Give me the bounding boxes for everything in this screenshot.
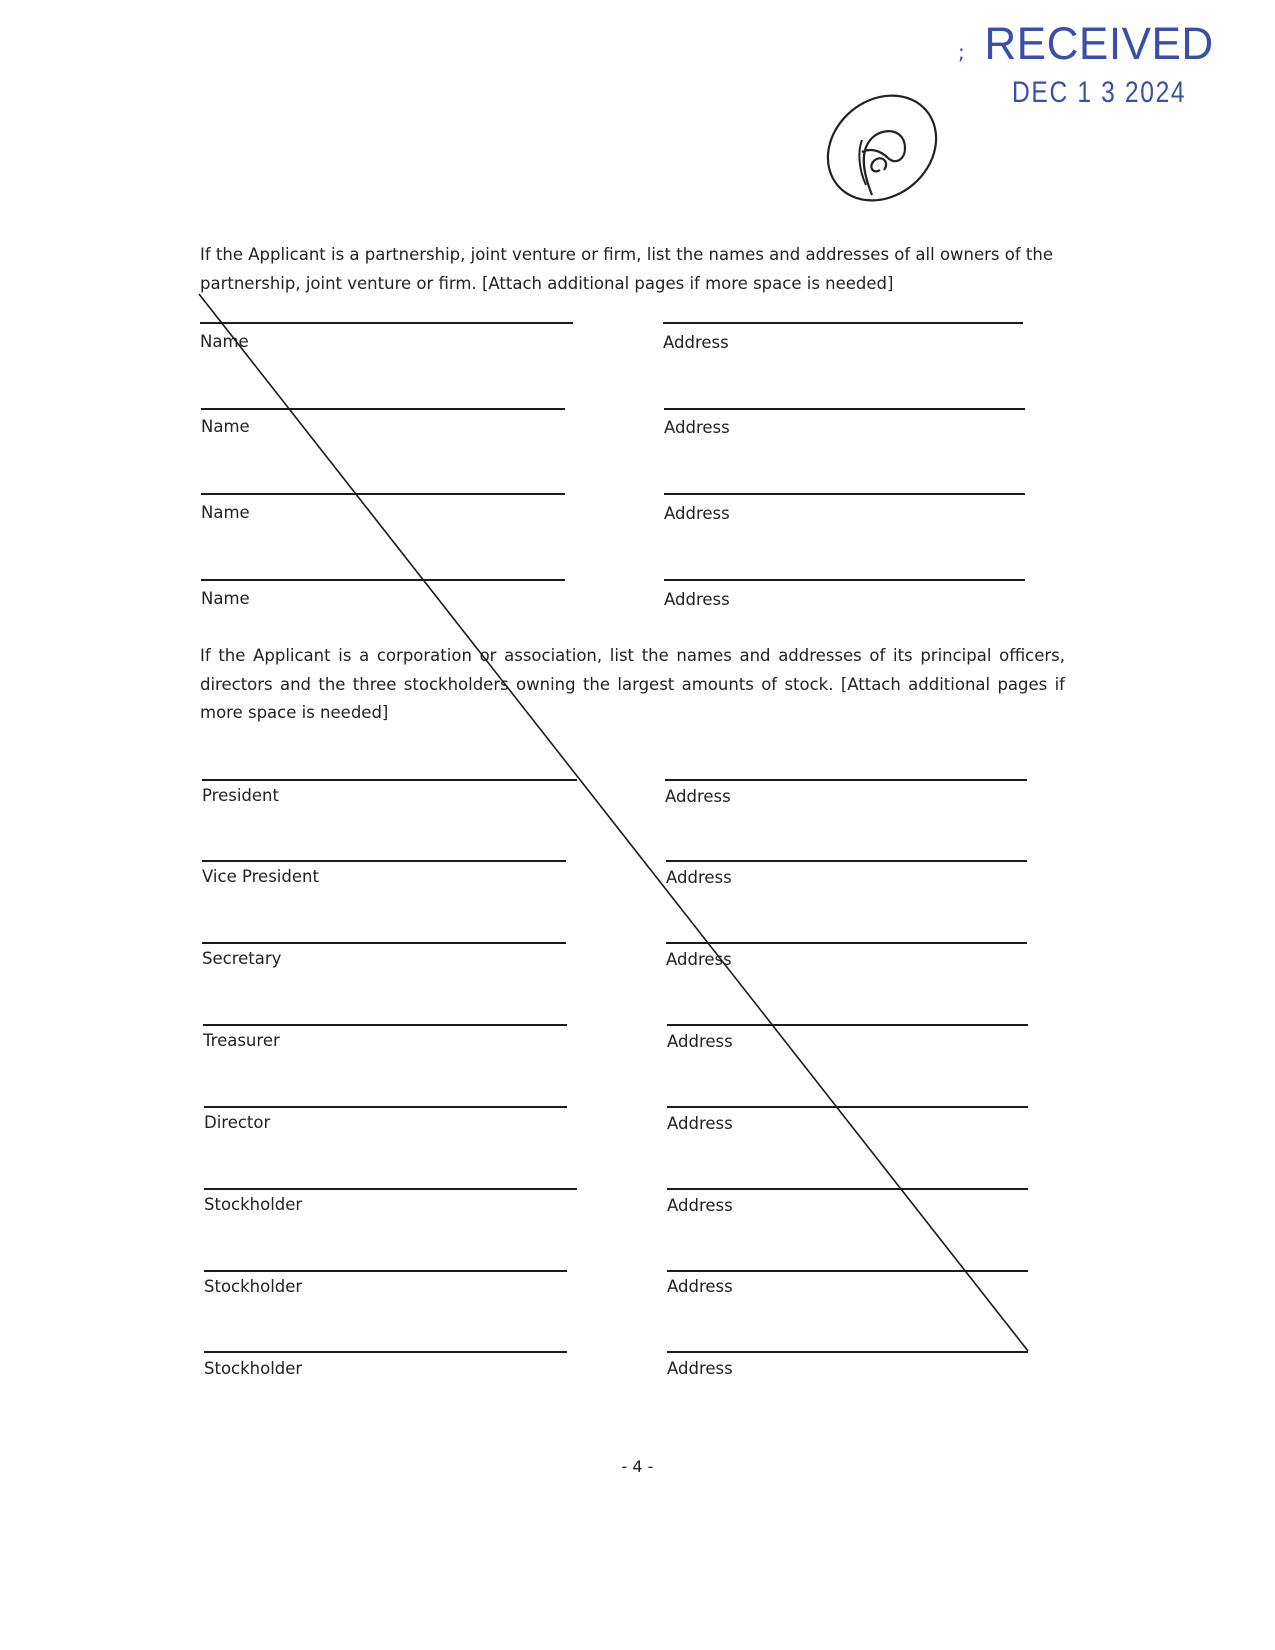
stockholder-label: Stockholder	[204, 1277, 303, 1296]
name-label: Name	[201, 417, 250, 436]
address-label: Address	[667, 1196, 733, 1215]
address-label: Address	[667, 1114, 733, 1133]
address-label: Address	[663, 333, 729, 352]
name-label: Name	[200, 332, 249, 351]
received-stamp: RECEIVED	[984, 18, 1214, 69]
address-label: Address	[667, 1032, 733, 1051]
page-number: - 4 -	[621, 1457, 654, 1476]
address-label: Address	[664, 418, 730, 437]
stockholder-label: Stockholder	[204, 1195, 303, 1214]
corporation-instruction: If the Applicant is a corporation or association, list the names and addresses of its principal officers, directors and the three stockholders owning the largest amounts of stock. [Attach additional pages if more space is needed]	[200, 646, 1065, 722]
stockholder-label: Stockholder	[204, 1359, 303, 1378]
address-label: Address	[664, 590, 730, 609]
address-label: Address	[664, 504, 730, 523]
vice-president-label: Vice President	[202, 867, 319, 886]
address-label: Address	[666, 950, 732, 969]
partnership-instruction: If the Applicant is a partnership, joint venture or firm, list the names and addresses of all owners of the partnership, joint venture or firm. [Attach additional pages if more space is needed]	[200, 245, 1054, 293]
secretary-label: Secretary	[202, 949, 282, 968]
name-label: Name	[201, 589, 250, 608]
received-date-stamp: DEC 1 3 2024	[1012, 76, 1187, 109]
address-label: Address	[667, 1277, 733, 1296]
address-label: Address	[665, 787, 731, 806]
treasurer-label: Treasurer	[203, 1031, 280, 1050]
name-label: Name	[201, 503, 250, 522]
address-label: Address	[667, 1359, 733, 1378]
president-label: President	[202, 786, 279, 805]
stamp-mark: ;	[958, 40, 965, 64]
address-label: Address	[666, 868, 732, 887]
director-label: Director	[204, 1113, 271, 1132]
